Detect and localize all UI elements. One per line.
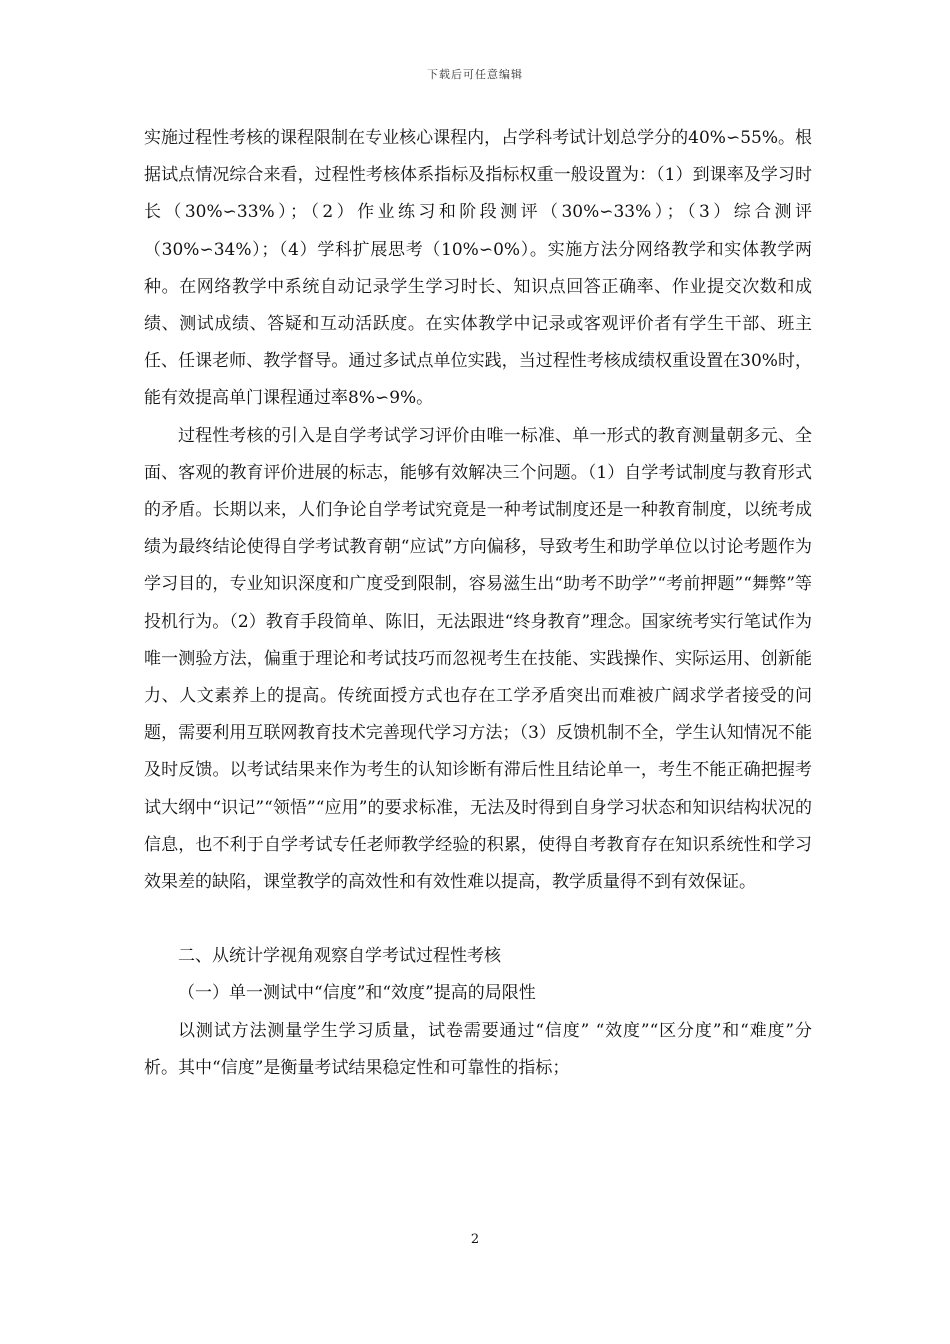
paragraph-3: 以测试方法测量学生学习质量，试卷需要通过“信度” “效度”“区分度”和“难度”分析。其中“信度”是衡量考试结果稳定性和可靠性的指标； bbox=[144, 1020, 812, 1078]
page-header: 下载后可任意编辑 bbox=[427, 68, 523, 81]
page-number: 2 bbox=[470, 1232, 480, 1247]
paragraph-2: 过程性考核的引入是自学考试学习评价由唯一标准、单一形式的教育测量朝多元、全面、客观的教育评价进展的标志，能够有效解决三个问题。（1）自学考试制度与教育形式的矛盾。长期以来，人们争论自学考试究竟是一种考试制度还是一种教育制度，以统考成绩为最终结论使得自学考试教育朝“应试”方向偏移，导致考生和助学单位以讨论考题作为学习目的，专业知识深度和广度受到限制，容易滋生出“助考不助学”“考前押题”“舞弊”等投机行为。（2）教育手段简单、陈旧，无法跟进“终身教育”理念。国家统考实行笔试作为唯一测验方法，偏重于理论和考试技巧而忽视考生在技能、实践操作、实际运用、创新能力、人文素养上的提高。传统面授方式也存在工学矛盾突出而难被广阔求学者接受的问题，需要利用互联网教育技术完善现代学习方法；（3）反馈机制不全，学生认知情况不能及时反馈。以考试结果来作为考生的认知诊断有滞后性且结论单一，考生不能正确把握考试大纲中“识记”“领悟”“应用”的要求标准，无法及时得到自身学习状态和知识结构状况的信息，也不利于自学考试专任老师教学经验的积累，使得自考教育存在知识系统性和学习效果差的缺陷，课堂教学的高效性和有效性难以提高，教学质量得不到有效保证。 bbox=[144, 425, 812, 893]
section-heading: 二、从统计学视角观察自学考试过程性考核 bbox=[178, 946, 501, 967]
subsection-heading: （一）单一测试中“信度”和“效度”提高的局限性 bbox=[178, 983, 536, 1004]
document-body bbox=[144, 120, 812, 1087]
paragraph-1: 实施过程性考核的课程限制在专业核心课程内，占学科考试计划总学分的40%∽55%。根据试点情况综合来看，过程性考核体系指标及指标权重一般设置为：（1）到课率及学习时长（30%∽33%）；（2）作业练习和阶段测评（30%∽33%）；（3）综合测评（30%∽34%）；（4）学科扩展思考（10%∽0%）。实施方法分网络教学和实体教学两种。在网络教学中系统自动记录学生学习时长、知识点回答正确率、作业提交次数和成绩、测试成绩、答疑和互动活跃度。在实体教学中记录或客观评价者有学生干部、班主任、任课老师、教学督导。通过多试点单位实践，当过程性考核成绩权重设置在30%时，能有效提高单门课程通过率8%∽9%。 bbox=[144, 128, 812, 409]
